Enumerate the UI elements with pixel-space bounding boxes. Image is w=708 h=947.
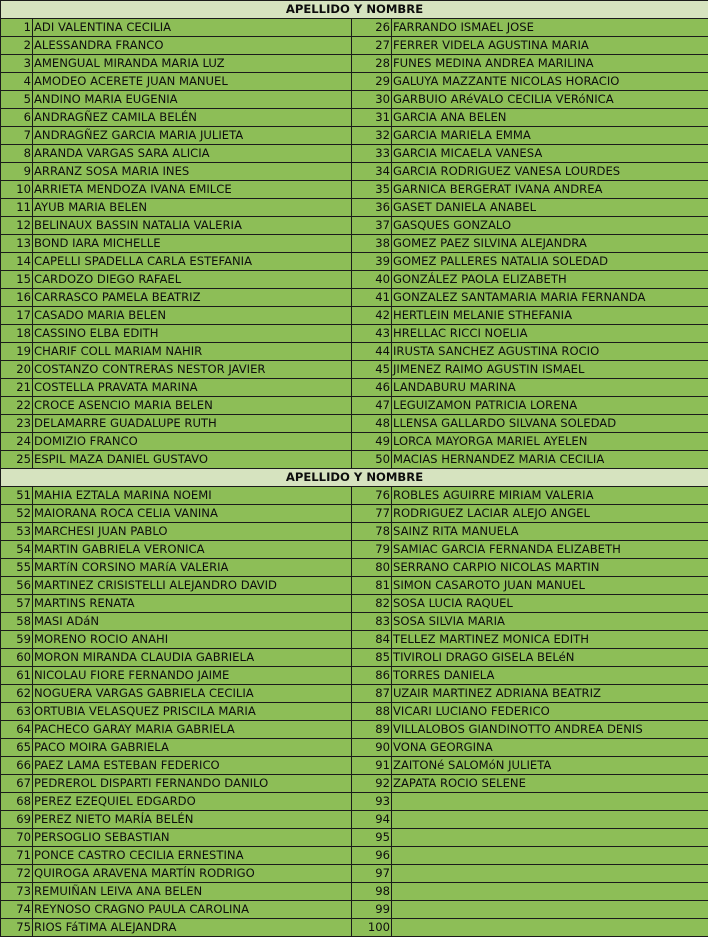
table-row — [1, 73, 708, 91]
table-row — [1, 559, 708, 577]
table-row — [1, 919, 708, 937]
table-row — [1, 325, 708, 343]
table-row — [1, 91, 708, 109]
name-cell-left[interactable]: ARRANZ SOSA MARIA INES — [33, 163, 352, 181]
name-cell-right[interactable] — [392, 883, 708, 901]
row-number-left[interactable]: 74 — [1, 901, 33, 919]
row-number-right[interactable]: 40 — [352, 271, 392, 289]
row-number-left[interactable]: 60 — [1, 649, 33, 667]
name-cell-left[interactable]: PACHECO GARAY MARIA GABRIELA — [33, 721, 352, 739]
row-number-left[interactable]: 22 — [1, 397, 33, 415]
name-cell-right[interactable]: SIMON CASAROTO JUAN MANUEL — [392, 577, 708, 595]
row-number-left[interactable]: 19 — [1, 343, 33, 361]
name-cell-right[interactable]: ZAPATA ROCIO SELENE — [392, 775, 708, 793]
name-cell-right[interactable]: LORCA MAYORGA MARIEL AYELEN — [392, 433, 708, 451]
name-cell-right[interactable]: VICARI LUCIANO FEDERICO — [392, 703, 708, 721]
row-number-right[interactable]: 28 — [352, 55, 392, 73]
row-number-right[interactable]: 92 — [352, 775, 392, 793]
row-number-right[interactable]: 48 — [352, 415, 392, 433]
name-cell-left[interactable]: DOMIZIO FRANCO — [33, 433, 352, 451]
name-cell-left[interactable]: ORTUBIA VELASQUEZ PRISCILA MARIA — [33, 703, 352, 721]
name-cell-right[interactable] — [392, 919, 708, 937]
row-number-right[interactable]: 86 — [352, 667, 392, 685]
row-number-left[interactable]: 58 — [1, 613, 33, 631]
table-row — [1, 577, 708, 595]
row-number-right[interactable]: 34 — [352, 163, 392, 181]
row-number-left[interactable]: 71 — [1, 847, 33, 865]
name-cell-left[interactable]: CARRASCO PAMELA BEATRIZ — [33, 289, 352, 307]
row-number-left[interactable]: 66 — [1, 757, 33, 775]
name-cell-left[interactable]: CASADO MARIA BELEN — [33, 307, 352, 325]
row-number-right[interactable]: 91 — [352, 757, 392, 775]
row-number-left[interactable]: 13 — [1, 235, 33, 253]
row-number-left[interactable]: 1 — [1, 19, 33, 37]
name-cell-right[interactable] — [392, 865, 708, 883]
row-number-left[interactable]: 6 — [1, 109, 33, 127]
row-number-left[interactable]: 2 — [1, 37, 33, 55]
row-number-right[interactable]: 45 — [352, 361, 392, 379]
name-cell-left[interactable]: AMODEO ACERETE JUAN MANUEL — [33, 73, 352, 91]
name-cell-left[interactable]: ANDINO MARIA EUGENIA — [33, 91, 352, 109]
name-cell-right[interactable]: GASQUES GONZALO — [392, 217, 708, 235]
row-number-right[interactable]: 39 — [352, 253, 392, 271]
name-cell-left[interactable]: MORENO ROCIO ANAHI — [33, 631, 352, 649]
row-number-left[interactable]: 59 — [1, 631, 33, 649]
name-cell-left[interactable]: ARANDA VARGAS SARA ALICIA — [33, 145, 352, 163]
row-number-right[interactable]: 37 — [352, 217, 392, 235]
table-row — [1, 145, 708, 163]
row-number-right[interactable]: 26 — [352, 19, 392, 37]
name-cell-left[interactable]: CAPELLI SPADELLA CARLA ESTEFANIA — [33, 253, 352, 271]
name-cell-right[interactable]: VONA GEORGINA — [392, 739, 708, 757]
table-row — [1, 127, 708, 145]
row-number-right[interactable]: 50 — [352, 451, 392, 469]
row-number-left[interactable]: 20 — [1, 361, 33, 379]
table-row — [1, 163, 708, 181]
row-number-right[interactable]: 76 — [352, 487, 392, 505]
name-cell-right[interactable] — [392, 811, 708, 829]
table-row — [1, 883, 708, 901]
name-cell-left[interactable]: CROCE ASENCIO MARIA BELEN — [33, 397, 352, 415]
row-number-right[interactable]: 98 — [352, 883, 392, 901]
table-row — [1, 271, 708, 289]
row-number-right[interactable]: 84 — [352, 631, 392, 649]
table-row — [1, 235, 708, 253]
table-row — [1, 487, 708, 505]
name-cell-right[interactable]: ROBLES AGUIRRE MIRIAM VALERIA — [392, 487, 708, 505]
name-cell-right[interactable]: VILLALOBOS GIANDINOTTO ANDREA DENIS — [392, 721, 708, 739]
name-cell-left[interactable]: ALESSANDRA FRANCO — [33, 37, 352, 55]
row-number-right[interactable]: 29 — [352, 73, 392, 91]
name-cell-right[interactable]: RODRIGUEZ LACIAR ALEJO ANGEL — [392, 505, 708, 523]
name-cell-right[interactable]: GARCIA ANA BELEN — [392, 109, 708, 127]
name-cell-right[interactable] — [392, 829, 708, 847]
table-row — [1, 595, 708, 613]
name-cell-right[interactable]: HERTLEIN MELANIE STHEFANIA — [392, 307, 708, 325]
name-cell-left[interactable]: DELAMARRE GUADALUPE RUTH — [33, 415, 352, 433]
name-cell-right[interactable]: TIVIROLI DRAGO GISELA BELéN — [392, 649, 708, 667]
table-row — [1, 775, 708, 793]
name-cell-right[interactable]: TELLEZ MARTINEZ MONICA EDITH — [392, 631, 708, 649]
table-row — [1, 361, 708, 379]
row-number-left[interactable]: 53 — [1, 523, 33, 541]
row-number-right[interactable]: 77 — [352, 505, 392, 523]
column-header[interactable]: APELLIDO Y NOMBRE — [1, 1, 708, 19]
name-cell-left[interactable]: MARTINEZ CRISISTELLI ALEJANDRO DAVID — [33, 577, 352, 595]
row-number-left[interactable]: 67 — [1, 775, 33, 793]
row-number-left[interactable]: 57 — [1, 595, 33, 613]
name-cell-left[interactable]: REYNOSO CRAGNO PAULA CAROLINA — [33, 901, 352, 919]
name-cell-left[interactable]: ADI VALENTINA CECILIA — [33, 19, 352, 37]
table-row — [1, 721, 708, 739]
row-number-left[interactable]: 17 — [1, 307, 33, 325]
row-number-right[interactable]: 94 — [352, 811, 392, 829]
name-cell-left[interactable]: COSTANZO CONTRERAS NESTOR JAVIER — [33, 361, 352, 379]
name-cell-left[interactable]: CASSINO ELBA EDITH — [33, 325, 352, 343]
row-number-right[interactable]: 47 — [352, 397, 392, 415]
row-number-left[interactable]: 25 — [1, 451, 33, 469]
name-cell-left[interactable]: CARDOZO DIEGO RAFAEL — [33, 271, 352, 289]
name-cell-right[interactable]: FERRER VIDELA AGUSTINA MARIA — [392, 37, 708, 55]
name-cell-left[interactable]: MARTíN CORSINO MARíA VALERIA — [33, 559, 352, 577]
name-cell-right[interactable]: JIMENEZ RAIMO AGUSTIN ISMAEL — [392, 361, 708, 379]
row-number-right[interactable]: 96 — [352, 847, 392, 865]
row-number-right[interactable]: 83 — [352, 613, 392, 631]
name-cell-left[interactable]: AMENGUAL MIRANDA MARIA LUZ — [33, 55, 352, 73]
table-row — [1, 19, 708, 37]
row-number-left[interactable]: 11 — [1, 199, 33, 217]
row-number-right[interactable]: 81 — [352, 577, 392, 595]
table-row — [1, 505, 708, 523]
table-row — [1, 37, 708, 55]
table-row — [1, 793, 708, 811]
row-number-right[interactable]: 49 — [352, 433, 392, 451]
table-row — [1, 685, 708, 703]
row-number-left[interactable]: 64 — [1, 721, 33, 739]
name-cell-right[interactable]: FUNES MEDINA ANDREA MARILINA — [392, 55, 708, 73]
table-row — [1, 631, 708, 649]
name-cell-left[interactable]: PEDREROL DISPARTI FERNANDO DANILO — [33, 775, 352, 793]
name-cell-left[interactable]: PERSOGLIO SEBASTIAN — [33, 829, 352, 847]
table-row — [1, 451, 708, 469]
table-row — [1, 739, 708, 757]
table-row — [1, 667, 708, 685]
row-number-right[interactable]: 95 — [352, 829, 392, 847]
table-row — [1, 289, 708, 307]
row-number-left[interactable]: 69 — [1, 811, 33, 829]
name-cell-left[interactable]: PEREZ NIETO MARÍA BELÉN — [33, 811, 352, 829]
row-number-left[interactable]: 24 — [1, 433, 33, 451]
table-row — [1, 757, 708, 775]
name-cell-right[interactable]: HRELLAC RICCI NOELIA — [392, 325, 708, 343]
row-number-left[interactable]: 54 — [1, 541, 33, 559]
name-cell-right[interactable]: SOSA SILVIA MARIA — [392, 613, 708, 631]
name-cell-right[interactable] — [392, 793, 708, 811]
name-cell-right[interactable]: LEGUIZAMON PATRICIA LORENA — [392, 397, 708, 415]
name-cell-right[interactable]: GONZALEZ SANTAMARIA MARIA FERNANDA — [392, 289, 708, 307]
name-cell-right[interactable]: GARBUIO ARéVALO CECILIA VERóNICA — [392, 91, 708, 109]
name-cell-left[interactable]: MASI ADáN — [33, 613, 352, 631]
row-number-right[interactable]: 79 — [352, 541, 392, 559]
name-cell-right[interactable]: GALUYA MAZZANTE NICOLAS HORACIO — [392, 73, 708, 91]
row-number-right[interactable]: 44 — [352, 343, 392, 361]
name-cell-left[interactable]: ARRIETA MENDOZA IVANA EMILCE — [33, 181, 352, 199]
name-cell-left[interactable]: PAEZ LAMA ESTEBAN FEDERICO — [33, 757, 352, 775]
row-number-right[interactable]: 78 — [352, 523, 392, 541]
table-row — [1, 253, 708, 271]
name-cell-right[interactable]: GARCIA MARIELA EMMA — [392, 127, 708, 145]
name-cell-left[interactable]: CHARIF COLL MARIAM NAHIR — [33, 343, 352, 361]
row-number-left[interactable]: 75 — [1, 919, 33, 937]
table-row — [1, 649, 708, 667]
row-number-right[interactable]: 36 — [352, 199, 392, 217]
name-cell-right[interactable] — [392, 847, 708, 865]
name-cell-right[interactable]: SERRANO CARPIO NICOLAS MARTIN — [392, 559, 708, 577]
table-row — [1, 397, 708, 415]
name-cell-right[interactable]: GARNICA BERGERAT IVANA ANDREA — [392, 181, 708, 199]
name-cell-right[interactable]: GOMEZ PALLERES NATALIA SOLEDAD — [392, 253, 708, 271]
row-number-left[interactable]: 68 — [1, 793, 33, 811]
row-number-left[interactable]: 14 — [1, 253, 33, 271]
row-number-right[interactable]: 85 — [352, 649, 392, 667]
name-cell-right[interactable]: GOMEZ PAEZ SILVINA ALEJANDRA — [392, 235, 708, 253]
row-number-left[interactable]: 55 — [1, 559, 33, 577]
row-number-left[interactable]: 5 — [1, 91, 33, 109]
name-cell-right[interactable]: GASET DANIELA ANABEL — [392, 199, 708, 217]
name-cell-left[interactable]: MORON MIRANDA CLAUDIA GABRIELA — [33, 649, 352, 667]
table-row — [1, 613, 708, 631]
row-number-left[interactable]: 3 — [1, 55, 33, 73]
row-number-right[interactable]: 89 — [352, 721, 392, 739]
row-number-right[interactable]: 99 — [352, 901, 392, 919]
table-row — [1, 703, 708, 721]
table-row — [1, 415, 708, 433]
table-row — [1, 217, 708, 235]
row-number-left[interactable]: 7 — [1, 127, 33, 145]
name-cell-right[interactable]: SAMIAC GARCIA FERNANDA ELIZABETH — [392, 541, 708, 559]
name-cell-right[interactable]: MACIAS HERNANDEZ MARIA CECILIA — [392, 451, 708, 469]
row-number-left[interactable]: 12 — [1, 217, 33, 235]
column-header[interactable]: APELLIDO Y NOMBRE — [1, 469, 708, 487]
name-cell-right[interactable]: IRUSTA SANCHEZ AGUSTINA ROCIO — [392, 343, 708, 361]
name-cell-left[interactable]: NICOLAU FIORE FERNANDO JAIME — [33, 667, 352, 685]
row-number-right[interactable]: 35 — [352, 181, 392, 199]
name-cell-right[interactable]: FARRANDO ISMAEL JOSE — [392, 19, 708, 37]
name-cell-left[interactable]: BELINAUX BASSIN NATALIA VALERIA — [33, 217, 352, 235]
table-row — [1, 847, 708, 865]
row-number-left[interactable]: 16 — [1, 289, 33, 307]
row-number-right[interactable]: 97 — [352, 865, 392, 883]
row-number-right[interactable]: 30 — [352, 91, 392, 109]
name-cell-left[interactable]: ANDRAGÑEZ GARCIA MARIA JULIETA — [33, 127, 352, 145]
row-number-right[interactable]: 90 — [352, 739, 392, 757]
table-row — [1, 55, 708, 73]
table-row — [1, 811, 708, 829]
name-cell-left[interactable]: ANDRAGÑEZ CAMILA BELÉN — [33, 109, 352, 127]
table-row — [1, 379, 708, 397]
row-number-left[interactable]: 72 — [1, 865, 33, 883]
name-cell-right[interactable]: UZAIR MARTINEZ ADRIANA BEATRIZ — [392, 685, 708, 703]
table-row — [1, 433, 708, 451]
name-cell-left[interactable]: QUIROGA ARAVENA MARTÍN RODRIGO — [33, 865, 352, 883]
name-cell-left[interactable]: PACO MOIRA GABRIELA — [33, 739, 352, 757]
table-row — [1, 343, 708, 361]
name-cell-right[interactable]: LLENSA GALLARDO SILVANA SOLEDAD — [392, 415, 708, 433]
name-cell-right[interactable]: GONZÁLEZ PAOLA ELIZABETH — [392, 271, 708, 289]
row-number-right[interactable]: 42 — [352, 307, 392, 325]
name-cell-right[interactable]: ZAITONé SALOMóN JULIETA — [392, 757, 708, 775]
row-number-left[interactable]: 70 — [1, 829, 33, 847]
table-row — [1, 199, 708, 217]
row-number-left[interactable]: 62 — [1, 685, 33, 703]
row-number-right[interactable]: 43 — [352, 325, 392, 343]
table-row — [1, 829, 708, 847]
name-cell-left[interactable]: MAIORANA ROCA CELIA VANINA — [33, 505, 352, 523]
row-number-left[interactable]: 4 — [1, 73, 33, 91]
table-row — [1, 865, 708, 883]
row-number-left[interactable]: 65 — [1, 739, 33, 757]
row-number-right[interactable]: 46 — [352, 379, 392, 397]
name-cell-left[interactable]: MARTIN GABRIELA VERONICA — [33, 541, 352, 559]
row-number-right[interactable]: 87 — [352, 685, 392, 703]
row-number-left[interactable]: 52 — [1, 505, 33, 523]
row-number-left[interactable]: 23 — [1, 415, 33, 433]
name-cell-left[interactable]: NOGUERA VARGAS GABRIELA CECILIA — [33, 685, 352, 703]
table-row — [1, 109, 708, 127]
name-cell-left[interactable]: MARTINS RENATA — [33, 595, 352, 613]
name-cell-left[interactable]: REMUIÑAN LEIVA ANA BELEN — [33, 883, 352, 901]
row-number-left[interactable]: 9 — [1, 163, 33, 181]
row-number-right[interactable]: 33 — [352, 145, 392, 163]
row-number-right[interactable]: 38 — [352, 235, 392, 253]
name-cell-left[interactable]: RIOS FáTIMA ALEJANDRA — [33, 919, 352, 937]
row-number-right[interactable]: 100 — [352, 919, 392, 937]
row-number-left[interactable]: 56 — [1, 577, 33, 595]
table-row — [1, 901, 708, 919]
row-number-right[interactable]: 31 — [352, 109, 392, 127]
table-row — [1, 541, 708, 559]
name-cell-left[interactable]: MAHIA EZTALA MARINA NOEMI — [33, 487, 352, 505]
row-number-right[interactable]: 82 — [352, 595, 392, 613]
section-header-row — [1, 469, 708, 487]
row-number-left[interactable]: 21 — [1, 379, 33, 397]
name-cell-right[interactable]: TORRES DANIELA — [392, 667, 708, 685]
table-row — [1, 307, 708, 325]
row-number-left[interactable]: 63 — [1, 703, 33, 721]
table-row — [1, 181, 708, 199]
row-number-left[interactable]: 8 — [1, 145, 33, 163]
row-number-left[interactable]: 10 — [1, 181, 33, 199]
name-cell-left[interactable]: MARCHESI JUAN PABLO — [33, 523, 352, 541]
row-number-right[interactable]: 88 — [352, 703, 392, 721]
name-cell-left[interactable]: PEREZ EZEQUIEL EDGARDO — [33, 793, 352, 811]
name-cell-right[interactable]: GARCIA RODRIGUEZ VANESA LOURDES — [392, 163, 708, 181]
table-row — [1, 523, 708, 541]
name-cell-left[interactable]: PONCE CASTRO CECILIA ERNESTINA — [33, 847, 352, 865]
row-number-left[interactable]: 51 — [1, 487, 33, 505]
row-number-right[interactable]: 93 — [352, 793, 392, 811]
row-number-right[interactable]: 41 — [352, 289, 392, 307]
row-number-left[interactable]: 61 — [1, 667, 33, 685]
name-cell-left[interactable]: BOND IARA MICHELLE — [33, 235, 352, 253]
name-cell-left[interactable]: COSTELLA PRAVATA MARINA — [33, 379, 352, 397]
row-number-right[interactable]: 80 — [352, 559, 392, 577]
name-cell-right[interactable]: SAINZ RITA MANUELA — [392, 523, 708, 541]
row-number-left[interactable]: 73 — [1, 883, 33, 901]
row-number-left[interactable]: 15 — [1, 271, 33, 289]
section-header-row — [1, 1, 708, 19]
name-cell-left[interactable]: AYUB MARIA BELEN — [33, 199, 352, 217]
name-cell-right[interactable]: GARCIA MICAELA VANESA — [392, 145, 708, 163]
name-cell-left[interactable]: ESPIL MAZA DANIEL GUSTAVO — [33, 451, 352, 469]
row-number-right[interactable]: 32 — [352, 127, 392, 145]
row-number-left[interactable]: 18 — [1, 325, 33, 343]
name-cell-right[interactable]: SOSA LUCIA RAQUEL — [392, 595, 708, 613]
row-number-right[interactable]: 27 — [352, 37, 392, 55]
name-cell-right[interactable]: LANDABURU MARINA — [392, 379, 708, 397]
name-cell-right[interactable] — [392, 901, 708, 919]
